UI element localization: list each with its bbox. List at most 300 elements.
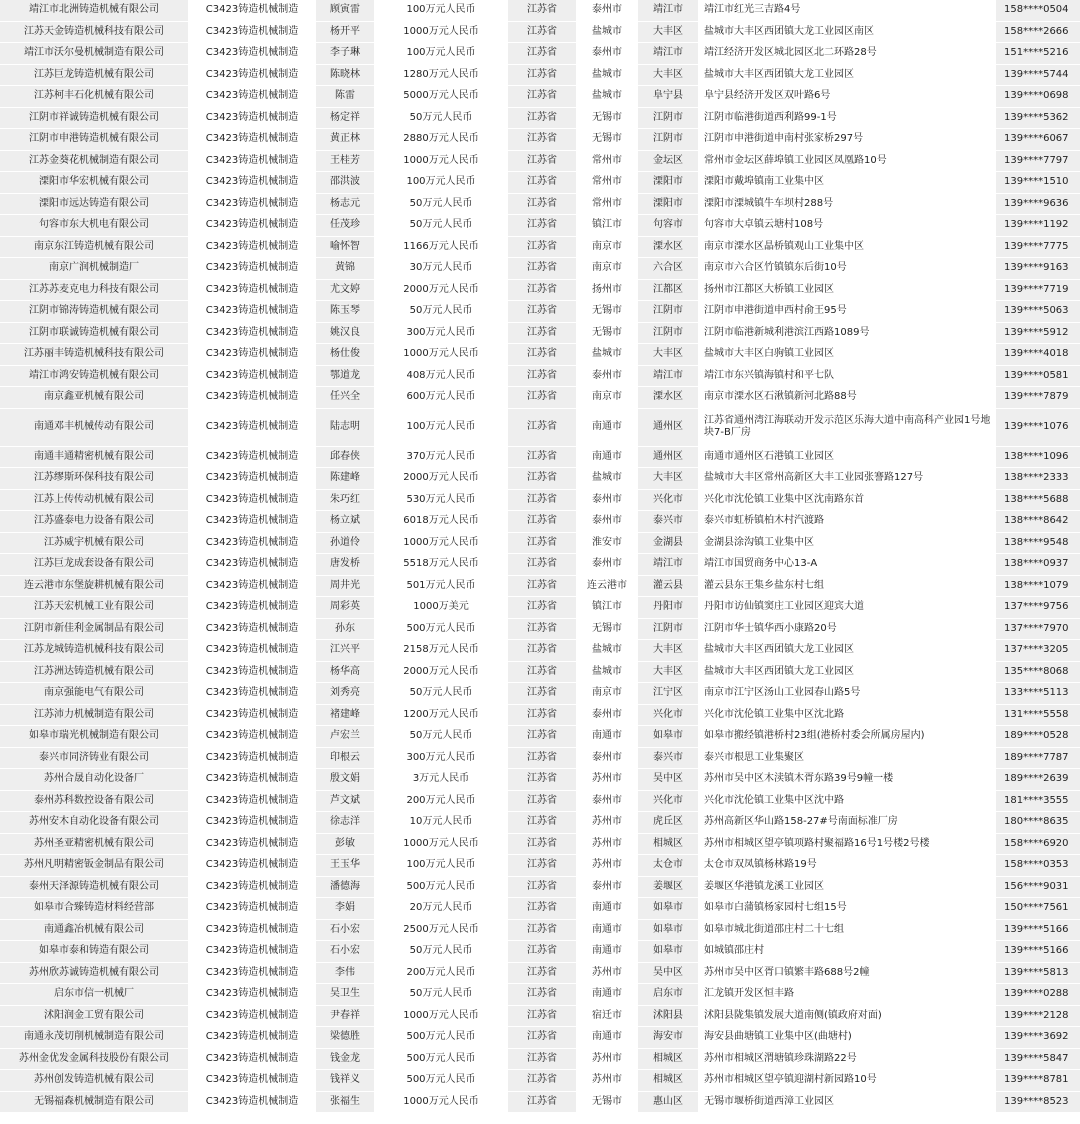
table-row — [0, 791, 1080, 813]
industry-cell: C3423铸造机械制造 — [188, 920, 316, 942]
industry-cell: C3423铸造机械制造 — [188, 1006, 316, 1028]
province-cell: 江苏省 — [508, 1092, 576, 1114]
district-cell: 阜宁县 — [638, 86, 698, 108]
city-cell: 南京市 — [576, 387, 638, 409]
contact-person-cell: 唐发桥 — [316, 554, 374, 576]
table-row — [0, 683, 1080, 705]
company-name-cell: 江苏盛泰电力设备有限公司 — [0, 511, 188, 533]
company-name-cell: 江阴市申港铸造机械有限公司 — [0, 129, 188, 151]
registered-capital-cell: 3万元人民币 — [374, 769, 508, 791]
address-cell: 如皋市白蒲镇杨家园村七组15号 — [698, 898, 996, 920]
district-cell: 吴中区 — [638, 963, 698, 985]
registered-capital-cell: 6018万元人民币 — [374, 511, 508, 533]
district-cell: 金坛区 — [638, 151, 698, 173]
city-cell: 泰州市 — [576, 43, 638, 65]
table-row — [0, 554, 1080, 576]
company-name-cell: 泰兴市同济铸业有限公司 — [0, 748, 188, 770]
province-cell: 江苏省 — [508, 301, 576, 323]
company-name-cell: 江苏天金铸造机械科技有限公司 — [0, 22, 188, 44]
phone-cell: 133****5113 — [996, 683, 1080, 705]
industry-cell: C3423铸造机械制造 — [188, 662, 316, 684]
phone-cell: 150****7561 — [996, 898, 1080, 920]
phone-cell: 138****5688 — [996, 490, 1080, 512]
address-cell: 姜堰区华港镇龙溪工业园区 — [698, 877, 996, 899]
phone-cell: 189****0528 — [996, 726, 1080, 748]
phone-cell: 137****3205 — [996, 640, 1080, 662]
registered-capital-cell: 1000万元人民币 — [374, 533, 508, 555]
registered-capital-cell: 1000万元人民币 — [374, 834, 508, 856]
contact-person-cell: 杨立斌 — [316, 511, 374, 533]
registered-capital-cell: 100万元人民币 — [374, 43, 508, 65]
city-cell: 扬州市 — [576, 280, 638, 302]
province-cell: 江苏省 — [508, 597, 576, 619]
phone-cell: 139****8523 — [996, 1092, 1080, 1114]
registered-capital-cell: 300万元人民币 — [374, 323, 508, 345]
district-cell: 大丰区 — [638, 640, 698, 662]
province-cell: 江苏省 — [508, 576, 576, 598]
city-cell: 常州市 — [576, 151, 638, 173]
industry-cell: C3423铸造机械制造 — [188, 194, 316, 216]
company-name-cell: 靖江市鸿安铸造机械有限公司 — [0, 366, 188, 388]
address-cell: 丹阳市访仙镇窦庄工业园区迎宾大道 — [698, 597, 996, 619]
district-cell: 靖江市 — [638, 366, 698, 388]
contact-person-cell: 黄正林 — [316, 129, 374, 151]
company-name-cell: 南通丰通精密机械有限公司 — [0, 447, 188, 469]
phone-cell: 139****5362 — [996, 108, 1080, 130]
company-name-cell: 江苏天宏机械工业有限公司 — [0, 597, 188, 619]
district-cell: 大丰区 — [638, 662, 698, 684]
company-name-cell: 江苏柯丰石化机械有限公司 — [0, 86, 188, 108]
company-name-cell: 溧阳市华宏机械有限公司 — [0, 172, 188, 194]
address-cell: 苏州市相城区望亭镇迎湖村新园路10号 — [698, 1070, 996, 1092]
table-row — [0, 619, 1080, 641]
province-cell: 江苏省 — [508, 0, 576, 22]
company-name-cell: 苏州创发铸造机械有限公司 — [0, 1070, 188, 1092]
industry-cell: C3423铸造机械制造 — [188, 984, 316, 1006]
district-cell: 灌云县 — [638, 576, 698, 598]
phone-cell: 139****0581 — [996, 366, 1080, 388]
city-cell: 无锡市 — [576, 108, 638, 130]
phone-cell: 139****4018 — [996, 344, 1080, 366]
phone-cell: 158****0353 — [996, 855, 1080, 877]
industry-cell: C3423铸造机械制造 — [188, 791, 316, 813]
province-cell: 江苏省 — [508, 366, 576, 388]
address-cell: 溧阳市溧城镇牛车坝村288号 — [698, 194, 996, 216]
district-cell: 兴化市 — [638, 791, 698, 813]
industry-cell: C3423铸造机械制造 — [188, 447, 316, 469]
contact-person-cell: 周井光 — [316, 576, 374, 598]
registered-capital-cell: 50万元人民币 — [374, 941, 508, 963]
industry-cell: C3423铸造机械制造 — [188, 898, 316, 920]
registered-capital-cell: 2000万元人民币 — [374, 662, 508, 684]
province-cell: 江苏省 — [508, 194, 576, 216]
address-cell: 靖江市国贸商务中心13-A — [698, 554, 996, 576]
city-cell: 盐城市 — [576, 468, 638, 490]
contact-person-cell: 任兴全 — [316, 387, 374, 409]
phone-cell: 139****0288 — [996, 984, 1080, 1006]
province-cell: 江苏省 — [508, 619, 576, 641]
industry-cell: C3423铸造机械制造 — [188, 301, 316, 323]
address-cell: 苏州市相城区渭塘镇珍珠湖路22号 — [698, 1049, 996, 1071]
table-row — [0, 855, 1080, 877]
phone-cell: 158****0504 — [996, 0, 1080, 22]
industry-cell: C3423铸造机械制造 — [188, 705, 316, 727]
industry-cell: C3423铸造机械制造 — [188, 576, 316, 598]
contact-person-cell: 陆志明 — [316, 409, 374, 447]
contact-person-cell: 杨开平 — [316, 22, 374, 44]
company-name-cell: 苏州安木自动化设备有限公司 — [0, 812, 188, 834]
city-cell: 南通市 — [576, 941, 638, 963]
contact-person-cell: 彭敏 — [316, 834, 374, 856]
address-cell: 灌云县东王集乡盐东村七组 — [698, 576, 996, 598]
phone-cell: 139****9636 — [996, 194, 1080, 216]
company-name-cell: 南京广润机械制造厂 — [0, 258, 188, 280]
city-cell: 苏州市 — [576, 812, 638, 834]
province-cell: 江苏省 — [508, 129, 576, 151]
address-cell: 苏州市相城区望亭镇项路村聚福路16号1号楼2号楼 — [698, 834, 996, 856]
province-cell: 江苏省 — [508, 237, 576, 259]
phone-cell: 139****8781 — [996, 1070, 1080, 1092]
contact-person-cell: 钱金龙 — [316, 1049, 374, 1071]
industry-cell: C3423铸造机械制造 — [188, 597, 316, 619]
table-row — [0, 769, 1080, 791]
city-cell: 苏州市 — [576, 1049, 638, 1071]
phone-cell: 139****5813 — [996, 963, 1080, 985]
registered-capital-cell: 500万元人民币 — [374, 1070, 508, 1092]
district-cell: 溧阳市 — [638, 172, 698, 194]
district-cell: 启东市 — [638, 984, 698, 1006]
city-cell: 无锡市 — [576, 619, 638, 641]
company-name-cell: 江阴市锦涛铸造机械有限公司 — [0, 301, 188, 323]
district-cell: 太仓市 — [638, 855, 698, 877]
industry-cell: C3423铸造机械制造 — [188, 65, 316, 87]
table-row — [0, 129, 1080, 151]
district-cell: 大丰区 — [638, 22, 698, 44]
province-cell: 江苏省 — [508, 791, 576, 813]
district-cell: 兴化市 — [638, 490, 698, 512]
province-cell: 江苏省 — [508, 86, 576, 108]
district-cell: 相城区 — [638, 1049, 698, 1071]
table-row — [0, 597, 1080, 619]
province-cell: 江苏省 — [508, 258, 576, 280]
registered-capital-cell: 500万元人民币 — [374, 1049, 508, 1071]
district-cell: 江阴市 — [638, 108, 698, 130]
district-cell: 通州区 — [638, 447, 698, 469]
contact-person-cell: 江兴平 — [316, 640, 374, 662]
registered-capital-cell: 50万元人民币 — [374, 301, 508, 323]
phone-cell: 137****7970 — [996, 619, 1080, 641]
table-row — [0, 726, 1080, 748]
district-cell: 江阴市 — [638, 323, 698, 345]
phone-cell: 189****7787 — [996, 748, 1080, 770]
phone-cell: 139****2128 — [996, 1006, 1080, 1028]
company-name-cell: 泰州天泽源铸造机械有限公司 — [0, 877, 188, 899]
industry-cell: C3423铸造机械制造 — [188, 1049, 316, 1071]
table-row — [0, 215, 1080, 237]
district-cell: 如皋市 — [638, 941, 698, 963]
phone-cell: 139****3692 — [996, 1027, 1080, 1049]
district-cell: 泰兴市 — [638, 511, 698, 533]
city-cell: 泰州市 — [576, 511, 638, 533]
address-cell: 句容市大卓镇云塘村108号 — [698, 215, 996, 237]
industry-cell: C3423铸造机械制造 — [188, 1092, 316, 1114]
city-cell: 南京市 — [576, 237, 638, 259]
registered-capital-cell: 50万元人民币 — [374, 683, 508, 705]
phone-cell: 138****2333 — [996, 468, 1080, 490]
address-cell: 江阴市华士镇华西小康路20号 — [698, 619, 996, 641]
table-row — [0, 834, 1080, 856]
industry-cell: C3423铸造机械制造 — [188, 554, 316, 576]
company-name-cell: 江阴市联诚铸造机械有限公司 — [0, 323, 188, 345]
province-cell: 江苏省 — [508, 984, 576, 1006]
industry-cell: C3423铸造机械制造 — [188, 812, 316, 834]
industry-cell: C3423铸造机械制造 — [188, 323, 316, 345]
province-cell: 江苏省 — [508, 108, 576, 130]
table-row — [0, 301, 1080, 323]
contact-person-cell: 石小宏 — [316, 941, 374, 963]
industry-cell: C3423铸造机械制造 — [188, 344, 316, 366]
district-cell: 虎丘区 — [638, 812, 698, 834]
address-cell: 金湖县涂沟镇工业集中区 — [698, 533, 996, 555]
district-cell: 靖江市 — [638, 43, 698, 65]
contact-person-cell: 殷文娟 — [316, 769, 374, 791]
province-cell: 江苏省 — [508, 769, 576, 791]
city-cell: 泰州市 — [576, 490, 638, 512]
table-row — [0, 194, 1080, 216]
table-row — [0, 920, 1080, 942]
phone-cell: 151****5216 — [996, 43, 1080, 65]
phone-cell: 189****2639 — [996, 769, 1080, 791]
company-name-cell: 江苏上传传动机械有限公司 — [0, 490, 188, 512]
registered-capital-cell: 1000万元人民币 — [374, 1006, 508, 1028]
province-cell: 江苏省 — [508, 898, 576, 920]
registered-capital-cell: 1166万元人民币 — [374, 237, 508, 259]
industry-cell: C3423铸造机械制造 — [188, 640, 316, 662]
registered-capital-cell: 530万元人民币 — [374, 490, 508, 512]
province-cell: 江苏省 — [508, 726, 576, 748]
district-cell: 兴化市 — [638, 705, 698, 727]
district-cell: 大丰区 — [638, 468, 698, 490]
contact-person-cell: 任茂珍 — [316, 215, 374, 237]
industry-cell: C3423铸造机械制造 — [188, 941, 316, 963]
province-cell: 江苏省 — [508, 834, 576, 856]
contact-person-cell: 鄂道龙 — [316, 366, 374, 388]
contact-person-cell: 钱祥义 — [316, 1070, 374, 1092]
industry-cell: C3423铸造机械制造 — [188, 0, 316, 22]
province-cell: 江苏省 — [508, 22, 576, 44]
table-row — [0, 280, 1080, 302]
company-name-cell: 江阴市新佳利金属制品有限公司 — [0, 619, 188, 641]
registered-capital-cell: 200万元人民币 — [374, 791, 508, 813]
registered-capital-cell: 50万元人民币 — [374, 108, 508, 130]
company-name-cell: 启东市信一机械厂 — [0, 984, 188, 1006]
industry-cell: C3423铸造机械制造 — [188, 43, 316, 65]
contact-person-cell: 王玉华 — [316, 855, 374, 877]
registered-capital-cell: 1000万元人民币 — [374, 1092, 508, 1114]
company-name-cell: 江苏威宇机械有限公司 — [0, 533, 188, 555]
phone-cell: 138****1079 — [996, 576, 1080, 598]
industry-cell: C3423铸造机械制造 — [188, 409, 316, 447]
registered-capital-cell: 500万元人民币 — [374, 619, 508, 641]
phone-cell: 158****6920 — [996, 834, 1080, 856]
industry-cell: C3423铸造机械制造 — [188, 834, 316, 856]
table-row — [0, 172, 1080, 194]
table-row — [0, 447, 1080, 469]
company-name-cell: 江阴市祥诚铸造机械有限公司 — [0, 108, 188, 130]
district-cell: 海安市 — [638, 1027, 698, 1049]
address-cell: 阜宁县经济开发区双叶路6号 — [698, 86, 996, 108]
district-cell: 相城区 — [638, 834, 698, 856]
contact-person-cell: 李娟 — [316, 898, 374, 920]
phone-cell: 139****5166 — [996, 920, 1080, 942]
district-cell: 如皋市 — [638, 726, 698, 748]
company-name-cell: 江苏缪斯环保科技有限公司 — [0, 468, 188, 490]
registered-capital-cell: 100万元人民币 — [374, 409, 508, 447]
province-cell: 江苏省 — [508, 65, 576, 87]
address-cell: 汇龙镇开发区恒丰路 — [698, 984, 996, 1006]
industry-cell: C3423铸造机械制造 — [188, 108, 316, 130]
province-cell: 江苏省 — [508, 812, 576, 834]
address-cell: 苏州市吴中区木渎镇木胥东路39号9幢一楼 — [698, 769, 996, 791]
province-cell: 江苏省 — [508, 409, 576, 447]
table-row — [0, 1070, 1080, 1092]
district-cell: 姜堰区 — [638, 877, 698, 899]
province-cell: 江苏省 — [508, 554, 576, 576]
table-row — [0, 662, 1080, 684]
contact-person-cell: 喻怀智 — [316, 237, 374, 259]
phone-cell: 139****7775 — [996, 237, 1080, 259]
table-row — [0, 748, 1080, 770]
registered-capital-cell: 5518万元人民币 — [374, 554, 508, 576]
phone-cell: 139****6067 — [996, 129, 1080, 151]
registered-capital-cell: 10万元人民币 — [374, 812, 508, 834]
table-row — [0, 1006, 1080, 1028]
contact-person-cell: 姚汉良 — [316, 323, 374, 345]
company-name-cell: 苏州金优发金属科技股份有限公司 — [0, 1049, 188, 1071]
city-cell: 南京市 — [576, 258, 638, 280]
district-cell: 如皋市 — [638, 920, 698, 942]
registered-capital-cell: 30万元人民币 — [374, 258, 508, 280]
phone-cell: 138****8642 — [996, 511, 1080, 533]
city-cell: 盐城市 — [576, 640, 638, 662]
table-row — [0, 705, 1080, 727]
phone-cell: 139****7719 — [996, 280, 1080, 302]
address-cell: 盐城市大丰区西团镇大龙工业园区南区 — [698, 22, 996, 44]
city-cell: 苏州市 — [576, 769, 638, 791]
address-cell: 苏州市吴中区胥口镇繁丰路688号2幢 — [698, 963, 996, 985]
city-cell: 连云港市 — [576, 576, 638, 598]
address-cell: 盐城市大丰区西团镇大龙工业园区 — [698, 662, 996, 684]
province-cell: 江苏省 — [508, 215, 576, 237]
industry-cell: C3423铸造机械制造 — [188, 511, 316, 533]
province-cell: 江苏省 — [508, 1049, 576, 1071]
contact-person-cell: 徐志洋 — [316, 812, 374, 834]
province-cell: 江苏省 — [508, 1070, 576, 1092]
address-cell: 江阴市临港街道西利路99-1号 — [698, 108, 996, 130]
phone-cell: 139****5166 — [996, 941, 1080, 963]
address-cell: 太仓市双凤镇杨林路19号 — [698, 855, 996, 877]
company-name-cell: 江苏龙城铸造机械科技有限公司 — [0, 640, 188, 662]
table-row — [0, 387, 1080, 409]
company-name-cell: 靖江市北洲铸造机械有限公司 — [0, 0, 188, 22]
city-cell: 无锡市 — [576, 129, 638, 151]
phone-cell: 139****5912 — [996, 323, 1080, 345]
company-name-cell: 江苏巨龙铸造机械有限公司 — [0, 65, 188, 87]
district-cell: 句容市 — [638, 215, 698, 237]
company-name-cell: 泰州苏科数控设备有限公司 — [0, 791, 188, 813]
registered-capital-cell: 2158万元人民币 — [374, 640, 508, 662]
registered-capital-cell: 500万元人民币 — [374, 1027, 508, 1049]
province-cell: 江苏省 — [508, 533, 576, 555]
contact-person-cell: 李伟 — [316, 963, 374, 985]
address-cell: 如皋市搬经镇港桥村23组(港桥村委会所属房屋内) — [698, 726, 996, 748]
district-cell: 溧阳市 — [638, 194, 698, 216]
province-cell: 江苏省 — [508, 640, 576, 662]
address-cell: 盐城市大丰区西团镇大龙工业园区 — [698, 640, 996, 662]
contact-person-cell: 顾寅雷 — [316, 0, 374, 22]
province-cell: 江苏省 — [508, 323, 576, 345]
city-cell: 宿迁市 — [576, 1006, 638, 1028]
address-cell: 江阴市申港街道申西村俞王95号 — [698, 301, 996, 323]
province-cell: 江苏省 — [508, 511, 576, 533]
city-cell: 泰州市 — [576, 877, 638, 899]
city-cell: 盐城市 — [576, 86, 638, 108]
phone-cell: 139****5847 — [996, 1049, 1080, 1071]
table-row — [0, 86, 1080, 108]
contact-person-cell: 邱春侠 — [316, 447, 374, 469]
table-row — [0, 108, 1080, 130]
company-name-cell: 苏州圣亚精密机械有限公司 — [0, 834, 188, 856]
contact-person-cell: 张福生 — [316, 1092, 374, 1114]
table-row — [0, 237, 1080, 259]
table-row — [0, 511, 1080, 533]
district-cell: 大丰区 — [638, 344, 698, 366]
company-name-cell: 江苏沛力机械制造有限公司 — [0, 705, 188, 727]
contact-person-cell: 尤文婷 — [316, 280, 374, 302]
district-cell: 大丰区 — [638, 65, 698, 87]
province-cell: 江苏省 — [508, 1006, 576, 1028]
registered-capital-cell: 408万元人民币 — [374, 366, 508, 388]
industry-cell: C3423铸造机械制造 — [188, 1070, 316, 1092]
phone-cell: 139****1510 — [996, 172, 1080, 194]
province-cell: 江苏省 — [508, 855, 576, 877]
registered-capital-cell: 100万元人民币 — [374, 172, 508, 194]
district-cell: 六合区 — [638, 258, 698, 280]
table-row — [0, 576, 1080, 598]
table-row — [0, 323, 1080, 345]
address-cell: 兴化市沈伦镇工业集中区沈中路 — [698, 791, 996, 813]
table-row — [0, 898, 1080, 920]
phone-cell: 139****1076 — [996, 409, 1080, 447]
registered-capital-cell: 500万元人民币 — [374, 877, 508, 899]
district-cell: 江阴市 — [638, 619, 698, 641]
contact-person-cell: 周彩英 — [316, 597, 374, 619]
phone-cell: 137****9756 — [996, 597, 1080, 619]
contact-person-cell: 吴卫生 — [316, 984, 374, 1006]
district-cell: 如皋市 — [638, 898, 698, 920]
table-row — [0, 409, 1080, 447]
company-name-cell: 江苏巨龙成套设备有限公司 — [0, 554, 188, 576]
registered-capital-cell: 5000万元人民币 — [374, 86, 508, 108]
address-cell: 扬州市江都区大桥镇工业园区 — [698, 280, 996, 302]
district-cell: 靖江市 — [638, 0, 698, 22]
address-cell: 兴化市沈伦镇工业集中区沈南路东首 — [698, 490, 996, 512]
company-name-cell: 江苏丽丰铸造机械科技有限公司 — [0, 344, 188, 366]
province-cell: 江苏省 — [508, 490, 576, 512]
address-cell: 靖江市东兴镇海镇村和平七队 — [698, 366, 996, 388]
city-cell: 泰州市 — [576, 366, 638, 388]
contact-person-cell: 尹春祥 — [316, 1006, 374, 1028]
